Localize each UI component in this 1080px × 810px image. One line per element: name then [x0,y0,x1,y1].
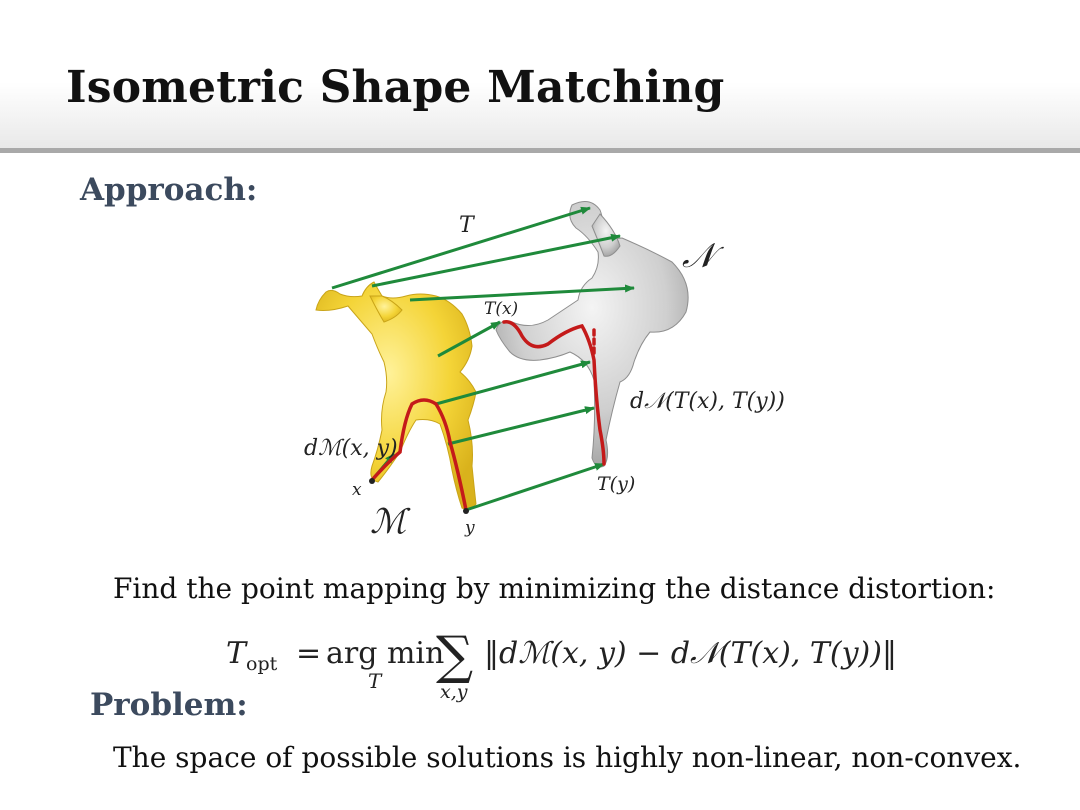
point-y-label: y [465,518,475,538]
target-distance-label: d𝒩(T(x), T(y)) [630,389,785,414]
t-of-x-label: T(x) [484,299,519,319]
t-of-y-label: T(y) [597,473,636,495]
formula-equals: = [296,636,322,671]
approach-heading: Approach: [80,172,258,208]
formula-lhs: $T_{opt}$ [226,636,278,675]
formula-argmin: arg min [326,636,445,671]
source-shape-label: ℳ [370,502,407,542]
formula-argmin-sub: T [368,669,382,693]
map-label-T: T [459,213,474,238]
problem-heading: Problem: [90,687,248,723]
formula-norm-expression: ‖dℳ(x, y) − d𝒩(T(x), T(y))‖ [484,636,897,671]
point-x-label: x [352,480,362,500]
slide-title: Isometric Shape Matching [66,62,725,113]
target-shape-label: 𝒩 [682,236,715,276]
problem-text: The space of possible solutions is highly non-linear, non-convex. [113,741,1022,774]
find-mapping-text: Find the point mapping by minimizing the distance distortion: [113,572,996,605]
formula-lhs-sub: opt [246,653,278,675]
formula-sum-symbol: ∑ [436,626,474,686]
source-distance-label: dℳ(x, y) [304,436,398,461]
formula-sum-sub: x,y [440,681,468,703]
